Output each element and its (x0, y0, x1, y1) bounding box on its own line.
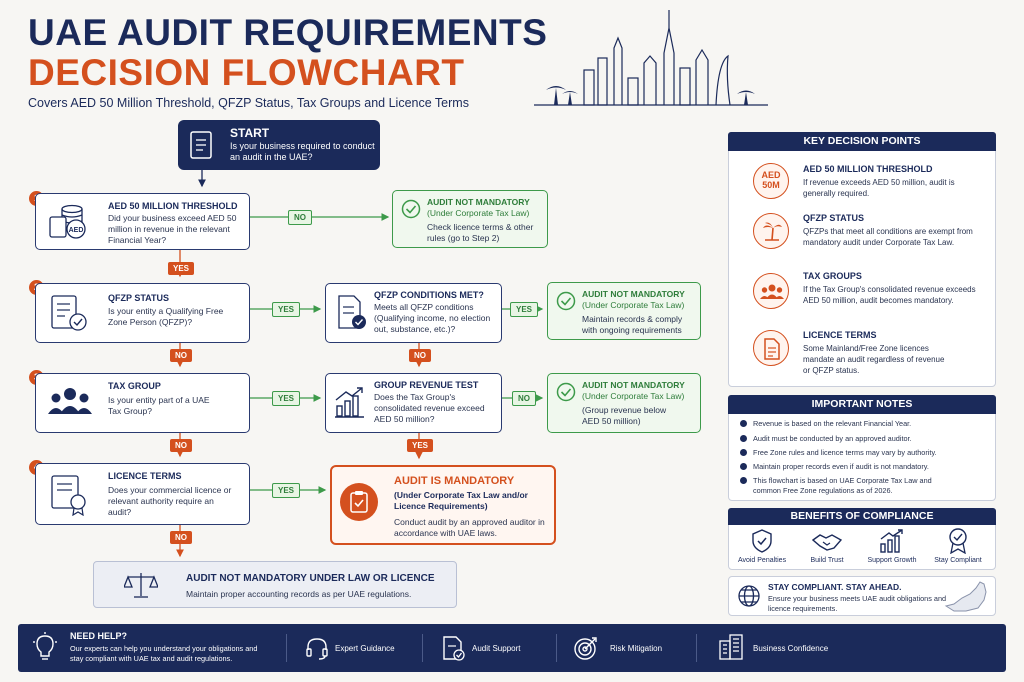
note-bullet (740, 463, 747, 470)
aed-50m-badge: AED 50M (753, 163, 789, 199)
note-4: Maintain proper records even if audit is not mandatory. (753, 462, 929, 471)
lightbulb-icon (32, 632, 58, 664)
no-label: NO (170, 439, 192, 452)
kp-2-title: QFZP STATUS (803, 213, 865, 223)
important-notes-header: IMPORTANT NOTES (728, 395, 996, 414)
clipboard-icon (340, 483, 378, 521)
qfzp-conditions-title: QFZP CONDITIONS MET? (374, 290, 484, 300)
stay-title: STAY COMPLIANT. STAY AHEAD. (768, 582, 902, 592)
outcome-2-sub: (Under Corporate Tax Law) (582, 300, 685, 310)
coins-aed-icon (48, 203, 90, 241)
group-revenue-box (325, 373, 502, 433)
benefit-3-label: Support Growth (867, 557, 917, 564)
step-3-text: Is your entity part of a UAE Tax Group? (108, 395, 210, 416)
globe-icon (737, 584, 761, 608)
final-outcome-box (93, 561, 457, 608)
mandatory-sub: (Under Corporate Tax Law and/or Licence Requirements) (394, 490, 528, 511)
key-decision-points-header: KEY DECISION POINTS (728, 132, 996, 151)
outcome-not-mandatory-3 (547, 373, 701, 433)
kp-2-text: QFZPs that meet all conditions are exempt from mandatory audit under Corporate Tax Law. (803, 227, 973, 247)
certificate-check-icon (50, 294, 90, 334)
uae-map-icon (944, 580, 990, 614)
step-4-title: LICENCE TERMS (108, 471, 182, 481)
final-text: Maintain proper accounting records as per UAE regulations. (186, 589, 412, 599)
step-3-title: TAX GROUP (108, 381, 161, 391)
benefit-1-label: Avoid Penalties (737, 557, 787, 564)
note-3: Free Zone rules and licence terms may vary by authority. (753, 448, 937, 457)
kp-3-text: If the Tax Group's consolidated revenue exceeds AED 50 million, audit becomes mandatory. (803, 285, 976, 305)
start-node (178, 120, 380, 170)
group-icon (48, 386, 92, 420)
svg-text:AED: AED (68, 227, 84, 234)
footer-item-risk-mitigation: Risk Mitigation (610, 644, 663, 653)
page-title: UAE AUDIT REQUIREMENTS (28, 12, 548, 53)
yes-label: YES (407, 439, 433, 452)
qfzp-conditions-box (325, 283, 502, 343)
note-bullet (740, 435, 747, 442)
outcome-not-mandatory-1 (392, 190, 548, 248)
yes-label: YES (168, 262, 194, 275)
growth-chart-icon (879, 529, 905, 553)
yes-label: YES (272, 302, 300, 317)
note-bullet (740, 477, 747, 484)
step-1-title: AED 50 MILLION THRESHOLD (108, 201, 238, 211)
benefits-header: BENEFITS OF COMPLIANCE (728, 508, 996, 525)
no-label: NO (409, 349, 431, 362)
group-revenue-text: Does the Tax Group's consolidated revenue exceed AED 50 million? (374, 392, 485, 424)
kp-4-text: Some Mainland/Free Zone licences mandate an audit regardless of revenue or QFZP status. (803, 344, 945, 375)
no-label: NO (512, 391, 536, 406)
group-revenue-title: GROUP REVENUE TEST (374, 380, 479, 390)
start-question: Is your business required to conduct an audit in the UAE? (230, 141, 375, 162)
step-1-text: Did your business exceed AED 50 million in revenue in the relevant Financial Year? (108, 213, 237, 245)
step-4-box (35, 463, 250, 525)
scales-of-justice-icon (124, 570, 158, 600)
outcome-3-text: (Group revenue below AED 50 million) (582, 405, 667, 426)
step-4-text: Does your commercial licence or relevant authority require an audit? (108, 485, 232, 517)
target-icon (573, 635, 599, 661)
buildings-icon (718, 633, 744, 661)
benefit-2-label: Build Trust (810, 557, 844, 564)
step-3-box (35, 373, 250, 433)
footer-divider (696, 634, 697, 662)
page-subtitle: Covers AED 50 Million Threshold, QFZP Status, Tax Groups and Licence Terms (28, 96, 469, 110)
footer-help-text: Our experts can help you understand your obligations and stay compliant with UAE tax and audit regulations. (70, 644, 258, 663)
final-title: AUDIT NOT MANDATORY UNDER LAW OR LICENCE (186, 573, 435, 584)
footer-divider (286, 634, 287, 662)
document-check-icon (441, 635, 465, 661)
no-label: NO (170, 349, 192, 362)
benefit-4-label: Stay Compliant (934, 557, 982, 564)
footer-help-title: NEED HELP? (70, 631, 128, 641)
outcome-3-sub: (Under Corporate Tax Law) (582, 391, 685, 401)
headset-icon (305, 636, 329, 660)
stay-text: Ensure your business meets UAE audit obligations and licence requirements. (768, 594, 947, 613)
palm-tree-icon (753, 213, 789, 249)
shield-check-icon (751, 529, 773, 553)
start-label: START (230, 126, 270, 140)
handshake-icon (812, 532, 842, 552)
document-icon (753, 330, 789, 366)
outcome-not-mandatory-2 (547, 282, 701, 340)
check-circle-icon (556, 291, 576, 311)
note-bullet (740, 420, 747, 427)
document-check-icon (336, 294, 368, 332)
outcome-1-sub: (Under Corporate Tax Law) (427, 208, 530, 218)
yes-label: YES (272, 483, 300, 498)
award-badge-icon (947, 528, 969, 554)
footer-item-audit-support: Audit Support (472, 644, 521, 653)
note-2: Audit must be conducted by an approved auditor. (753, 434, 912, 443)
qfzp-conditions-text: Meets all QFZP conditions (Qualifying income, no election out, substance, etc.)? (374, 302, 491, 334)
step-2-text: Is your entity a Qualifying Free Zone Person (QFZP)? (108, 306, 224, 327)
outcome-1-text: Check licence terms & other rules (go to Step 2) (427, 222, 534, 243)
outcome-3-title: AUDIT NOT MANDATORY (582, 380, 685, 390)
yes-label: YES (272, 391, 300, 406)
kp-3-title: TAX GROUPS (803, 271, 862, 281)
kp-1-text: If revenue exceeds AED 50 million, audit is generally required. (803, 178, 955, 198)
outcome-2-text: Maintain records & comply with ongoing requirements (582, 314, 683, 335)
group-icon (753, 273, 789, 309)
document-icon (188, 130, 216, 160)
check-circle-icon (556, 382, 576, 402)
step-2-title: QFZP STATUS (108, 293, 170, 303)
footer-item-expert-guidance: Expert Guidance (335, 644, 395, 653)
step-2-box (35, 283, 250, 343)
note-bullet (740, 449, 747, 456)
bar-chart-growth-icon (334, 386, 366, 420)
no-label: NO (170, 531, 192, 544)
footer-item-business-confidence: Business Confidence (753, 644, 829, 653)
outcome-1-title: AUDIT NOT MANDATORY (427, 197, 530, 207)
kp-1-title: AED 50 MILLION THRESHOLD (803, 164, 933, 174)
note-5: This flowchart is based on UAE Corporate Tax Law and common Free Zone regulations as of 2026. (753, 476, 932, 495)
page-title-secondary: DECISION FLOWCHART (28, 52, 465, 93)
licence-certificate-icon (50, 474, 90, 516)
mandatory-title: AUDIT IS MANDATORY (394, 475, 515, 487)
yes-label: YES (510, 302, 538, 317)
mandatory-text: Conduct audit by an approved auditor in accordance with UAE laws. (394, 517, 545, 538)
footer-divider (422, 634, 423, 662)
outcome-audit-mandatory (330, 465, 556, 545)
step-1-box (35, 193, 250, 250)
check-circle-icon (401, 199, 421, 219)
note-1: Revenue is based on the relevant Financial Year. (753, 419, 912, 428)
no-label: NO (288, 210, 312, 225)
outcome-2-title: AUDIT NOT MANDATORY (582, 289, 685, 299)
kp-4-title: LICENCE TERMS (803, 330, 877, 340)
footer-divider (556, 634, 557, 662)
